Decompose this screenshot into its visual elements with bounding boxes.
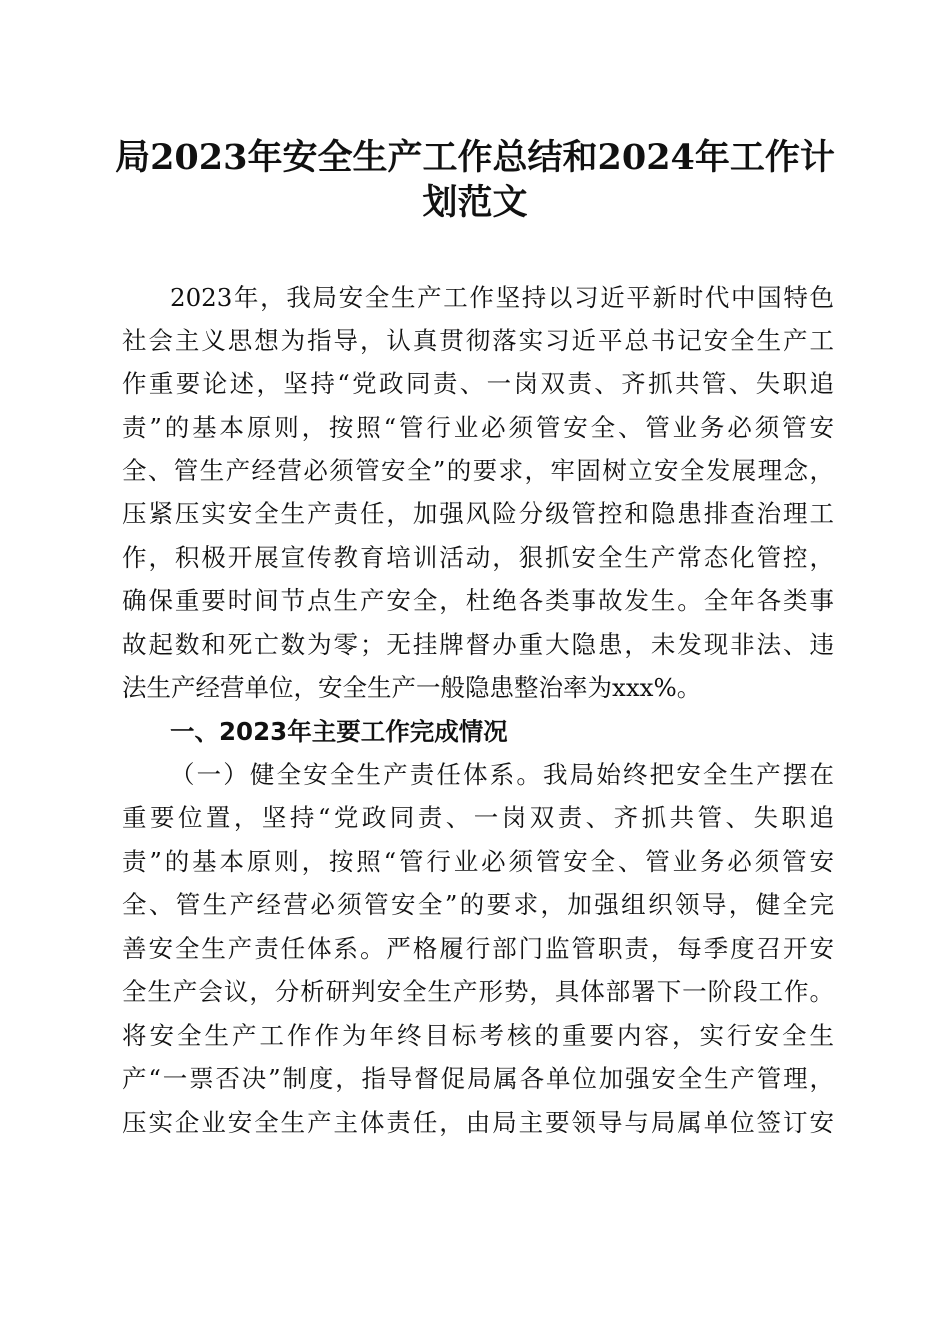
paragraph-line: 压实企业安全生产主体责任，由局主要领导与局属单位签订安 <box>122 1108 834 1137</box>
paragraph-line: 2023年，我局安全生产工作坚持以习近平新时代中国特色 <box>170 283 834 312</box>
paragraph-line: 责”的基本原则，按照“管行业必须管安全、管业务必须管安 <box>122 413 834 442</box>
paragraph-line: 压紧压实安全生产责任，加强风险分级管控和隐患排查治理工 <box>122 499 834 528</box>
paragraph-line: 责”的基本原则，按照“管行业必须管安全、管业务必须管安 <box>122 847 834 876</box>
paragraph-line: 重要位置，坚持“党政同责、一岗双责、齐抓共管、失职追 <box>122 803 834 832</box>
paragraph-line: 作，积极开展宣传教育培训活动，狠抓安全生产常态化管控， <box>122 543 834 572</box>
paragraph-line: （一）健全安全生产责任体系。我局始终把安全生产摆在 <box>170 760 834 789</box>
section-heading: 一、2023年主要工作完成情况 <box>170 717 508 746</box>
paragraph-line: 社会主义思想为指导，认真贯彻落实习近平总书记安全生产工 <box>122 326 834 355</box>
document-title-line-2: 划范文 <box>422 182 528 223</box>
paragraph-line: 故起数和死亡数为零；无挂牌督办重大隐患，未发现非法、违 <box>122 630 834 659</box>
paragraph-line: 全、管生产经营必须管安全”的要求，牢固树立安全发展理念， <box>122 456 834 485</box>
paragraph-line: 产“一票否决”制度，指导督促局属各单位加强安全生产管理， <box>122 1064 834 1093</box>
paragraph-line: 将安全生产工作作为年终目标考核的重要内容，实行安全生 <box>122 1021 834 1050</box>
paragraph-line: 作重要论述，坚持“党政同责、一岗双责、齐抓共管、失职追 <box>122 369 834 398</box>
document-title-line-1: 局2023年安全生产工作总结和2024年工作计 <box>115 137 835 178</box>
paragraph-line: 全生产会议，分析研判安全生产形势，具体部署下一阶段工作。 <box>122 977 834 1006</box>
paragraph-line: 法生产经营单位，安全生产一般隐患整治率为xxx%。 <box>122 673 702 702</box>
paragraph-line: 全、管生产经营必须管安全”的要求，加强组织领导，健全完 <box>122 890 834 919</box>
paragraph-line: 善安全生产责任体系。严格履行部门监管职责，每季度召开安 <box>122 934 834 963</box>
paragraph-line: 确保重要时间节点生产安全，杜绝各类事故发生。全年各类事 <box>122 586 834 615</box>
